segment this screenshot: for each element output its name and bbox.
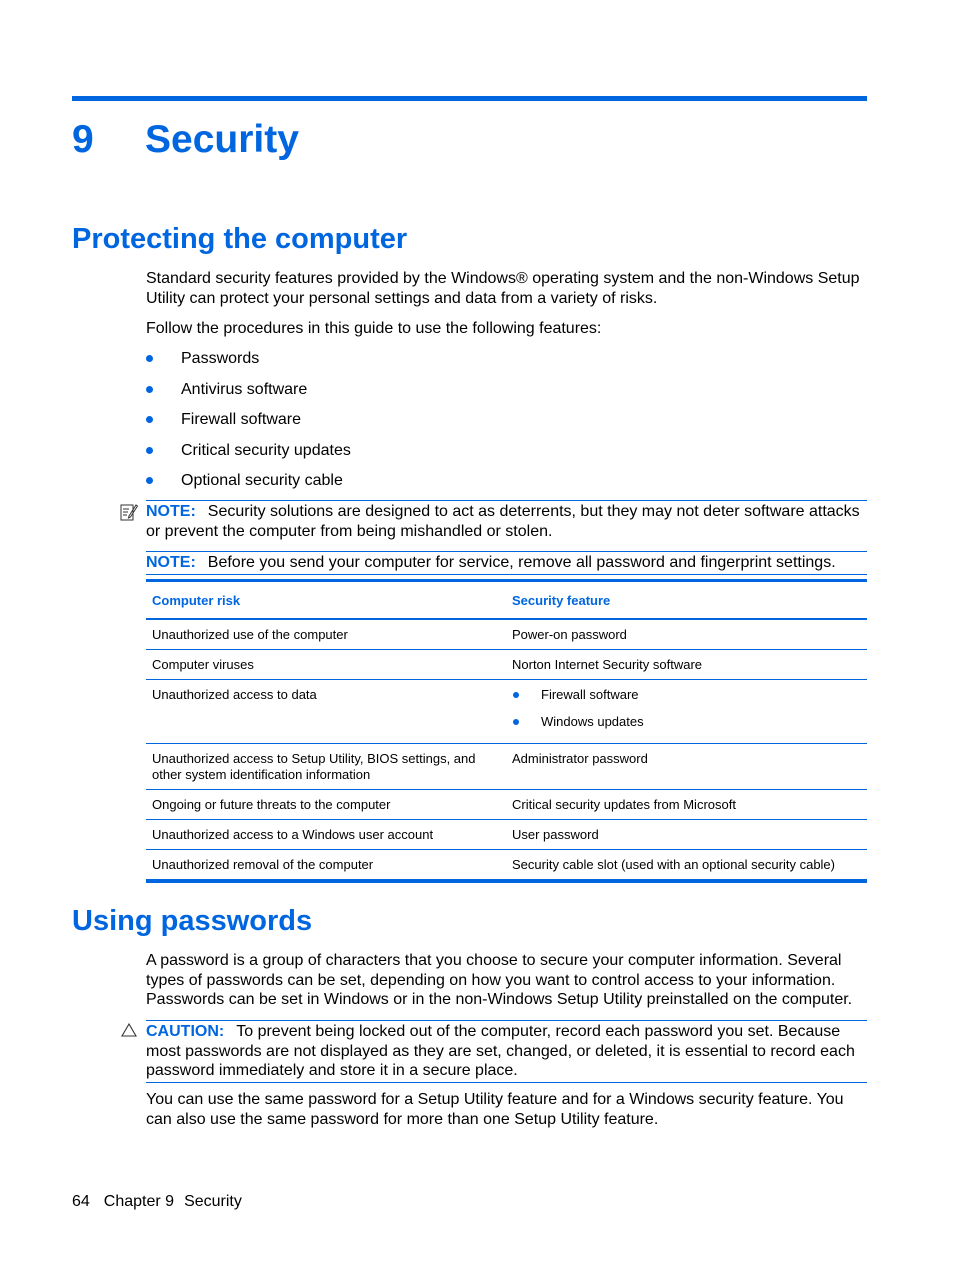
list-item: Firewall software (146, 410, 351, 441)
footer-title: Security (184, 1193, 242, 1210)
risk-cell: Unauthorized access to Setup Utility, BIOS settings, and other system identification information (146, 744, 506, 790)
bullet-icon (146, 477, 153, 484)
table-row (146, 850, 867, 882)
list-item: Passwords (146, 349, 351, 380)
list-item: Firewall software (512, 687, 861, 714)
list-item: Critical security updates (146, 441, 351, 472)
note-label: NOTE: (146, 554, 196, 571)
risk-cell: Unauthorized access to a Windows user account (146, 820, 506, 850)
table-row (146, 650, 867, 680)
feature-cell: User password (506, 820, 867, 850)
passwords-closing: You can use the same password for a Setup Utility feature and for a Windows security feature. You can also use the same password for more than one Setup Utility feature. (146, 1091, 844, 1128)
table-row (146, 820, 867, 850)
section-title-protecting: Protecting the computer (72, 223, 408, 255)
note-service (146, 551, 867, 575)
risk-cell: Unauthorized removal of the computer (146, 850, 506, 882)
section-title-passwords: Using passwords (72, 905, 313, 937)
caution-text: To prevent being locked out of the computer, record each password you set. Because most passwords are not displayed as they are set, changed, or deleted, it is essential to record each password immediately and store it in a secure place. (146, 1023, 855, 1079)
list-item: Windows updates (512, 714, 861, 741)
table-row (146, 744, 867, 790)
chapter-title-text: Security (145, 118, 299, 161)
feature-cell: Power-on password (506, 619, 867, 650)
feature-list (146, 349, 351, 502)
risk-cell: Ongoing or future threats to the computer (146, 790, 506, 820)
note-text: Security solutions are designed to act as deterrents, but they may not deter software attacks or prevent the computer from being mishandled or stolen. (146, 503, 860, 540)
list-item: Antivirus software (146, 380, 351, 411)
feature-sub-list (512, 687, 861, 741)
chapter-top-rule (72, 96, 867, 101)
page-number: 64 (72, 1193, 90, 1210)
feature-cell: Norton Internet Security software (506, 650, 867, 680)
caution-box (146, 1020, 867, 1083)
footer-chapter: Chapter 9 (103, 1193, 175, 1210)
bullet-icon (146, 386, 153, 393)
caution-triangle-icon (121, 1023, 137, 1037)
table-header-row (146, 581, 867, 620)
feature-cell (506, 680, 867, 744)
risk-cell: Unauthorized access to data (146, 680, 506, 744)
feature-cell: Administrator password (506, 744, 867, 790)
note-text: Before you send your computer for service, remove all password and fingerprint settings. (207, 554, 836, 571)
chapter-title (72, 118, 299, 162)
bullet-icon (146, 355, 153, 362)
column-header-risk: Computer risk (146, 581, 506, 620)
bullet-icon (513, 719, 519, 725)
page-footer (72, 1193, 256, 1211)
table-row (146, 790, 867, 820)
chapter-number: 9 (72, 118, 94, 161)
table-row (146, 619, 867, 650)
column-header-feature: Security feature (506, 581, 867, 620)
risk-cell: Computer viruses (146, 650, 506, 680)
protecting-lead: Follow the procedures in this guide to use the following features: (146, 320, 602, 337)
risk-cell: Unauthorized use of the computer (146, 619, 506, 650)
bullet-icon (146, 416, 153, 423)
bullet-icon (146, 447, 153, 454)
feature-cell: Critical security updates from Microsoft (506, 790, 867, 820)
table-row (146, 680, 867, 744)
note-icon (120, 503, 138, 521)
feature-cell: Security cable slot (used with an optional security cable) (506, 850, 867, 882)
note-label: NOTE: (146, 503, 196, 520)
note-deterrents (146, 500, 867, 541)
caution-label: CAUTION: (146, 1023, 225, 1040)
passwords-intro: A password is a group of characters that you choose to secure your computer information. Several types of passwords can be set, depending on how you want to control access to your information. Passwords can be set in Windows or in the non-Windows Setup Utility preinstalled on the computer. (146, 952, 853, 1008)
risk-feature-table (146, 579, 867, 883)
list-item: Optional security cable (146, 471, 351, 502)
bullet-icon (513, 692, 519, 698)
protecting-intro: Standard security features provided by the Windows® operating system and the non-Windows Setup Utility can protect your personal settings and data from a variety of risks. (146, 270, 860, 307)
